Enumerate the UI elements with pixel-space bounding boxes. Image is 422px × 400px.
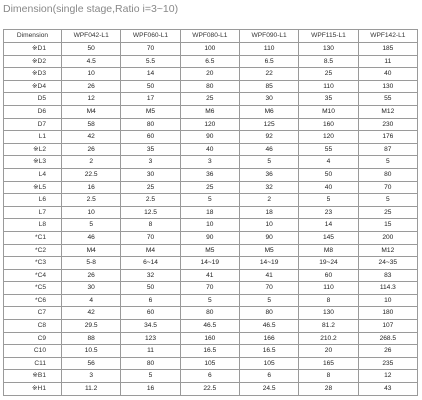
table-cell: 60 xyxy=(121,307,180,320)
table-cell: 26 xyxy=(62,143,121,156)
table-cell: 100 xyxy=(180,43,239,56)
table-row xyxy=(4,206,418,219)
table-cell: 30 xyxy=(62,282,121,295)
table-row xyxy=(4,93,418,106)
table-row xyxy=(4,156,418,169)
table-cell: 11 xyxy=(121,345,180,358)
row-label-cell: L6 xyxy=(4,194,62,207)
table-cell: 15 xyxy=(358,219,417,232)
table-cell: 28 xyxy=(299,383,358,396)
table-cell: 14 xyxy=(299,219,358,232)
table-cell: 30 xyxy=(239,93,298,106)
table-cell: 80 xyxy=(180,307,239,320)
table-cell: 5 xyxy=(358,194,417,207)
table-cell: 230 xyxy=(358,118,417,131)
row-label-cell: C10 xyxy=(4,345,62,358)
column-header-wpf115: WPF115-L1 xyxy=(299,30,358,43)
table-cell: 110 xyxy=(239,43,298,56)
table-cell: 160 xyxy=(299,118,358,131)
table-cell: 22.5 xyxy=(62,168,121,181)
table-cell: 110 xyxy=(299,282,358,295)
row-label-cell: *C5 xyxy=(4,282,62,295)
table-cell: 130 xyxy=(299,307,358,320)
table-cell: 22.5 xyxy=(180,383,239,396)
table-cell: 42 xyxy=(62,307,121,320)
table-row xyxy=(4,68,418,81)
table-cell: 18 xyxy=(180,206,239,219)
table-cell: 5 xyxy=(358,156,417,169)
table-row xyxy=(4,257,418,270)
table-cell: M10 xyxy=(299,105,358,118)
table-cell: 3 xyxy=(62,370,121,383)
table-cell: 46 xyxy=(239,143,298,156)
table-cell: 4.5 xyxy=(62,55,121,68)
table-row xyxy=(4,131,418,144)
table-cell: 8 xyxy=(121,219,180,232)
table-row xyxy=(4,43,418,56)
table-cell: 3 xyxy=(180,156,239,169)
table-cell: 83 xyxy=(358,269,417,282)
table-cell: 40 xyxy=(299,181,358,194)
table-cell: 56 xyxy=(62,357,121,370)
row-label-cell: *C1 xyxy=(4,231,62,244)
table-cell: 130 xyxy=(299,43,358,56)
table-cell: 165 xyxy=(299,357,358,370)
table-cell: 5 xyxy=(239,156,298,169)
table-cell: 70 xyxy=(180,282,239,295)
table-cell: 42 xyxy=(62,131,121,144)
table-cell: 70 xyxy=(358,181,417,194)
table-cell: 5-8 xyxy=(62,257,121,270)
table-cell: 50 xyxy=(299,168,358,181)
table-cell: 2.5 xyxy=(62,194,121,207)
table-cell: M5 xyxy=(121,105,180,118)
table-row xyxy=(4,105,418,118)
table-row xyxy=(4,168,418,181)
column-header-wpf080: WPF080-L1 xyxy=(180,30,239,43)
table-cell: 5 xyxy=(180,194,239,207)
table-cell: 90 xyxy=(180,231,239,244)
table-cell: 6.5 xyxy=(180,55,239,68)
table-row xyxy=(4,357,418,370)
table-cell: 12.5 xyxy=(121,206,180,219)
table-cell: 19~24 xyxy=(299,257,358,270)
table-cell: 10 xyxy=(62,68,121,81)
table-cell: 41 xyxy=(180,269,239,282)
table-row xyxy=(4,307,418,320)
table-cell: 70 xyxy=(121,43,180,56)
table-header-row xyxy=(4,30,418,43)
table-cell: 50 xyxy=(62,43,121,56)
table-cell: 50 xyxy=(121,80,180,93)
table-cell: 90 xyxy=(180,131,239,144)
table-cell: 32 xyxy=(239,181,298,194)
table-cell: 235 xyxy=(358,357,417,370)
table-cell: 10.5 xyxy=(62,345,121,358)
table-row xyxy=(4,282,418,295)
table-cell: 25 xyxy=(299,68,358,81)
table-cell: 90 xyxy=(239,231,298,244)
table-cell: 185 xyxy=(358,43,417,56)
row-label-cell: ※L3 xyxy=(4,156,62,169)
table-cell: 80 xyxy=(180,80,239,93)
column-header-wpf090: WPF090-L1 xyxy=(239,30,298,43)
table-row xyxy=(4,231,418,244)
table-row xyxy=(4,55,418,68)
table-cell: 46 xyxy=(62,231,121,244)
table-cell: 20 xyxy=(299,345,358,358)
column-header-wpf060: WPF060-L1 xyxy=(121,30,180,43)
table-row xyxy=(4,370,418,383)
row-label-cell: C8 xyxy=(4,320,62,333)
row-label-cell: ※L2 xyxy=(4,143,62,156)
table-cell: 85 xyxy=(239,80,298,93)
table-cell: 23 xyxy=(299,206,358,219)
table-cell: 50 xyxy=(121,282,180,295)
row-label-cell: L8 xyxy=(4,219,62,232)
row-label-cell: D5 xyxy=(4,93,62,106)
table-cell: 70 xyxy=(239,282,298,295)
table-cell: M4 xyxy=(62,244,121,257)
row-label-cell: ※D1 xyxy=(4,43,62,56)
table-cell: 8 xyxy=(299,370,358,383)
table-cell: M12 xyxy=(358,244,417,257)
row-label-cell: D6 xyxy=(4,105,62,118)
table-cell: 10 xyxy=(239,219,298,232)
table-row xyxy=(4,345,418,358)
table-cell: 60 xyxy=(121,131,180,144)
row-label-cell: ※D3 xyxy=(4,68,62,81)
table-cell: 55 xyxy=(358,93,417,106)
table-cell: 92 xyxy=(239,131,298,144)
column-header-dimension: Dimension xyxy=(4,30,62,43)
table-row xyxy=(4,383,418,396)
table-cell: 36 xyxy=(180,168,239,181)
table-cell: 5 xyxy=(299,194,358,207)
table-cell: 6 xyxy=(121,294,180,307)
table-cell: 60 xyxy=(299,269,358,282)
column-header-wpf142: WPF142-L1 xyxy=(358,30,417,43)
table-cell: 2 xyxy=(239,194,298,207)
row-label-cell: D7 xyxy=(4,118,62,131)
table-cell: M8 xyxy=(299,244,358,257)
table-cell: 145 xyxy=(299,231,358,244)
table-row xyxy=(4,80,418,93)
table-cell: 160 xyxy=(180,332,239,345)
dimension-table xyxy=(3,29,418,396)
table-cell: 46.5 xyxy=(180,320,239,333)
table-row xyxy=(4,332,418,345)
table-cell: 16 xyxy=(62,181,121,194)
table-cell: 32 xyxy=(121,269,180,282)
table-cell: 26 xyxy=(62,269,121,282)
table-cell: 34.5 xyxy=(121,320,180,333)
table-cell: 36 xyxy=(239,168,298,181)
table-cell: M5 xyxy=(180,244,239,257)
table-row xyxy=(4,194,418,207)
table-cell: 25 xyxy=(121,181,180,194)
row-label-cell: *C3 xyxy=(4,257,62,270)
table-cell: 200 xyxy=(358,231,417,244)
table-cell: 125 xyxy=(239,118,298,131)
table-cell: 4 xyxy=(299,156,358,169)
table-cell: 80 xyxy=(121,357,180,370)
row-label-cell: ※H1 xyxy=(4,383,62,396)
table-cell: M12 xyxy=(358,105,417,118)
table-cell: 30 xyxy=(121,168,180,181)
table-cell: 176 xyxy=(358,131,417,144)
table-cell: 6~14 xyxy=(121,257,180,270)
row-label-cell: C7 xyxy=(4,307,62,320)
table-cell: M6 xyxy=(180,105,239,118)
table-cell: 81.2 xyxy=(299,320,358,333)
table-cell: 210.2 xyxy=(299,332,358,345)
table-cell: 2.5 xyxy=(121,194,180,207)
table-cell: 268.5 xyxy=(358,332,417,345)
table-cell: M4 xyxy=(62,105,121,118)
table-cell: 166 xyxy=(239,332,298,345)
table-cell: 4 xyxy=(62,294,121,307)
table-cell: 70 xyxy=(121,231,180,244)
table-cell: 120 xyxy=(180,118,239,131)
row-label-cell: C9 xyxy=(4,332,62,345)
row-label-cell: C11 xyxy=(4,357,62,370)
table-cell: 105 xyxy=(239,357,298,370)
table-cell: 24~35 xyxy=(358,257,417,270)
table-row xyxy=(4,143,418,156)
row-label-cell: ※D4 xyxy=(4,80,62,93)
table-cell: 40 xyxy=(358,68,417,81)
table-cell: 14~19 xyxy=(239,257,298,270)
table-cell: 2 xyxy=(62,156,121,169)
row-label-cell: *C4 xyxy=(4,269,62,282)
table-cell: 10 xyxy=(358,294,417,307)
table-cell: 130 xyxy=(358,80,417,93)
table-cell: 17 xyxy=(121,93,180,106)
row-label-cell: L7 xyxy=(4,206,62,219)
document-title: Dimension(single stage,Ratio i=3~10) xyxy=(3,3,179,15)
table-cell: 18 xyxy=(239,206,298,219)
table-cell: 5.5 xyxy=(121,55,180,68)
table-cell: 24.5 xyxy=(239,383,298,396)
table-cell: 25 xyxy=(180,181,239,194)
table-cell: 3 xyxy=(121,156,180,169)
table-cell: 123 xyxy=(121,332,180,345)
table-cell: 5 xyxy=(180,294,239,307)
table-cell: 114.3 xyxy=(358,282,417,295)
table-cell: 11 xyxy=(358,55,417,68)
table-cell: 20 xyxy=(180,68,239,81)
table-cell: 80 xyxy=(239,307,298,320)
table-cell: 16 xyxy=(121,383,180,396)
table-cell: 35 xyxy=(121,143,180,156)
row-label-cell: *C2 xyxy=(4,244,62,257)
row-label-cell: ※L5 xyxy=(4,181,62,194)
table-cell: 88 xyxy=(62,332,121,345)
table-cell: 58 xyxy=(62,118,121,131)
row-label-cell: L1 xyxy=(4,131,62,144)
table-cell: 14~19 xyxy=(180,257,239,270)
table-cell: 6 xyxy=(239,370,298,383)
table-cell: 46.5 xyxy=(239,320,298,333)
table-cell: 11.2 xyxy=(62,383,121,396)
table-cell: 180 xyxy=(358,307,417,320)
table-cell: 5 xyxy=(121,370,180,383)
row-label-cell: *C6 xyxy=(4,294,62,307)
table-cell: 14 xyxy=(121,68,180,81)
table-row xyxy=(4,244,418,257)
table-cell: 6 xyxy=(180,370,239,383)
table-cell: 25 xyxy=(358,206,417,219)
table-cell: M6 xyxy=(239,105,298,118)
table-cell: 10 xyxy=(62,206,121,219)
table-body xyxy=(4,43,418,396)
table-cell: 120 xyxy=(299,131,358,144)
table-row xyxy=(4,320,418,333)
table-cell: 110 xyxy=(299,80,358,93)
row-label-cell: ※D2 xyxy=(4,55,62,68)
table-row xyxy=(4,294,418,307)
table-cell: 16.5 xyxy=(239,345,298,358)
table-cell: 80 xyxy=(121,118,180,131)
row-label-cell: L4 xyxy=(4,168,62,181)
table-cell: 12 xyxy=(62,93,121,106)
table-cell: 40 xyxy=(180,143,239,156)
table-cell: 87 xyxy=(358,143,417,156)
table-cell: 80 xyxy=(358,168,417,181)
table-row xyxy=(4,118,418,131)
table-cell: 10 xyxy=(180,219,239,232)
table-cell: 16.5 xyxy=(180,345,239,358)
table-cell: M5 xyxy=(239,244,298,257)
table-cell: 5 xyxy=(239,294,298,307)
table-cell: 26 xyxy=(62,80,121,93)
table-cell: 41 xyxy=(239,269,298,282)
table-row xyxy=(4,219,418,232)
table-cell: 35 xyxy=(299,93,358,106)
table-cell: 8 xyxy=(299,294,358,307)
table-cell: 22 xyxy=(239,68,298,81)
table-cell: 43 xyxy=(358,383,417,396)
table-cell: 55 xyxy=(299,143,358,156)
table-cell: 12 xyxy=(358,370,417,383)
table-cell: 29.5 xyxy=(62,320,121,333)
table-cell: M4 xyxy=(121,244,180,257)
table-row xyxy=(4,181,418,194)
table-cell: 5 xyxy=(62,219,121,232)
table-cell: 105 xyxy=(180,357,239,370)
table-row xyxy=(4,269,418,282)
table-cell: 6.5 xyxy=(239,55,298,68)
table-cell: 26 xyxy=(358,345,417,358)
row-label-cell: ※B1 xyxy=(4,370,62,383)
table-cell: 25 xyxy=(180,93,239,106)
column-header-wpf042: WPF042-L1 xyxy=(62,30,121,43)
table-cell: 107 xyxy=(358,320,417,333)
table-cell: 8.5 xyxy=(299,55,358,68)
